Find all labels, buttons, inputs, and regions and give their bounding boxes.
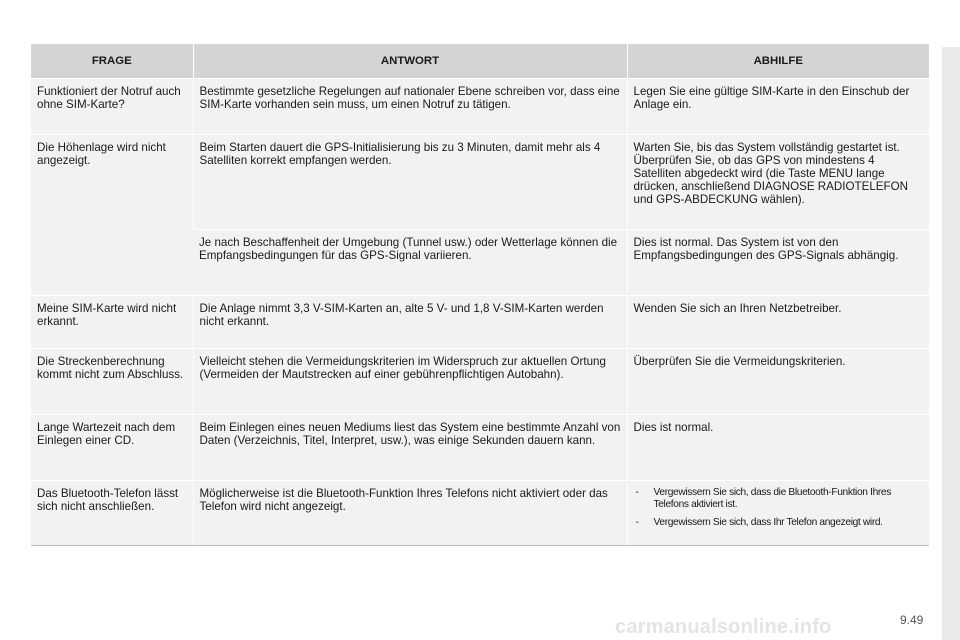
column-header-answer: ANTWORT	[193, 44, 627, 79]
remedy-cell: Überprüfen Sie die Vermeidungskriterien.	[627, 349, 929, 415]
remedy-bullet-list	[634, 487, 924, 529]
bullet-dash: -	[635, 517, 639, 528]
watermark: carmanualsonline.info	[615, 616, 832, 638]
question-cell: Das Bluetooth-Telefon lässt sich nicht anschließen.	[31, 481, 193, 546]
question-cell: Meine SIM-Karte wird nicht erkannt.	[31, 296, 193, 349]
answer-cell: Beim Einlegen eines neuen Mediums liest das System eine bestimmte Anzahl von Daten (Verzeichnis, Titel, Interpret, usw.), was einige Sekunden dauern kann.	[193, 415, 627, 481]
table-row	[31, 79, 929, 135]
question-cell: Funktioniert der Notruf auch ohne SIM-Karte?	[31, 79, 193, 135]
table-row	[31, 135, 929, 230]
answer-cell: Bestimmte gesetzliche Regelungen auf nationaler Ebene schreiben vor, dass eine SIM-Karte vorhanden sein muss, um einen Notruf zu tätigen.	[193, 79, 627, 135]
list-item	[634, 517, 924, 529]
answer-cell: Vielleicht stehen die Vermeidungskriterien im Widerspruch zur aktuellen Ortung (Vermeiden der Mautstrecken auf einer gebührenpflichtigen Autobahn).	[193, 349, 627, 415]
answer-cell: Die Anlage nimmt 3,3 V-SIM-Karten an, alte 5 V- und 1,8 V-SIM-Karten werden nicht erkannt.	[193, 296, 627, 349]
page-sidebar-strip	[942, 47, 960, 640]
column-header-remedy: ABHILFE	[627, 44, 929, 79]
remedy-cell	[627, 481, 929, 546]
bullet-text: Vergewissern Sie sich, dass die Bluetooth-Funktion Ihres Telefons aktiviert ist.	[653, 487, 891, 510]
question-cell: Die Höhenlage wird nicht angezeigt.	[31, 135, 193, 296]
column-header-question: FRAGE	[31, 44, 193, 79]
remedy-cell: Dies ist normal.	[627, 415, 929, 481]
answer-cell: Je nach Beschaffenheit der Umgebung (Tunnel usw.) oder Wetterlage können die Empfangsbedingungen für das GPS-Signal variieren.	[193, 230, 627, 296]
answer-cell: Beim Starten dauert die GPS-Initialisierung bis zu 3 Minuten, damit mehr als 4 Satelliten korrekt empfangen werden.	[193, 135, 627, 230]
table-row	[31, 296, 929, 349]
answer-cell: Möglicherweise ist die Bluetooth-Funktion Ihres Telefons nicht aktiviert oder das Telefon wird nicht angezeigt.	[193, 481, 627, 546]
remedy-cell: Legen Sie eine gültige SIM-Karte in den Einschub der Anlage ein.	[627, 79, 929, 135]
page-number: 9.49	[900, 613, 924, 627]
faq-table	[31, 44, 929, 546]
question-cell: Lange Wartezeit nach dem Einlegen einer CD.	[31, 415, 193, 481]
remedy-cell: Dies ist normal. Das System ist von den Empfangsbedingungen des GPS-Signals abhängig.	[627, 230, 929, 296]
question-cell: Die Streckenberechnung kommt nicht zum Abschluss.	[31, 349, 193, 415]
table-header-row	[31, 44, 929, 79]
bullet-text: Vergewissern Sie sich, dass Ihr Telefon angezeigt wird.	[653, 517, 883, 528]
table-row	[31, 481, 929, 546]
list-item	[634, 487, 924, 511]
remedy-cell: Warten Sie, bis das System vollständig gestartet ist. Überprüfen Sie, ob das GPS von mindestens 4 Satelliten abgedeckt wird (die Taste MENU lange drücken, anschließend DIAGNOSE RADIOTELEFON und GPS-ABDECKUNG wählen).	[627, 135, 929, 230]
remedy-cell: Wenden Sie sich an Ihren Netzbetreiber.	[627, 296, 929, 349]
table-row	[31, 349, 929, 415]
table-row	[31, 415, 929, 481]
bullet-dash: -	[635, 487, 639, 498]
